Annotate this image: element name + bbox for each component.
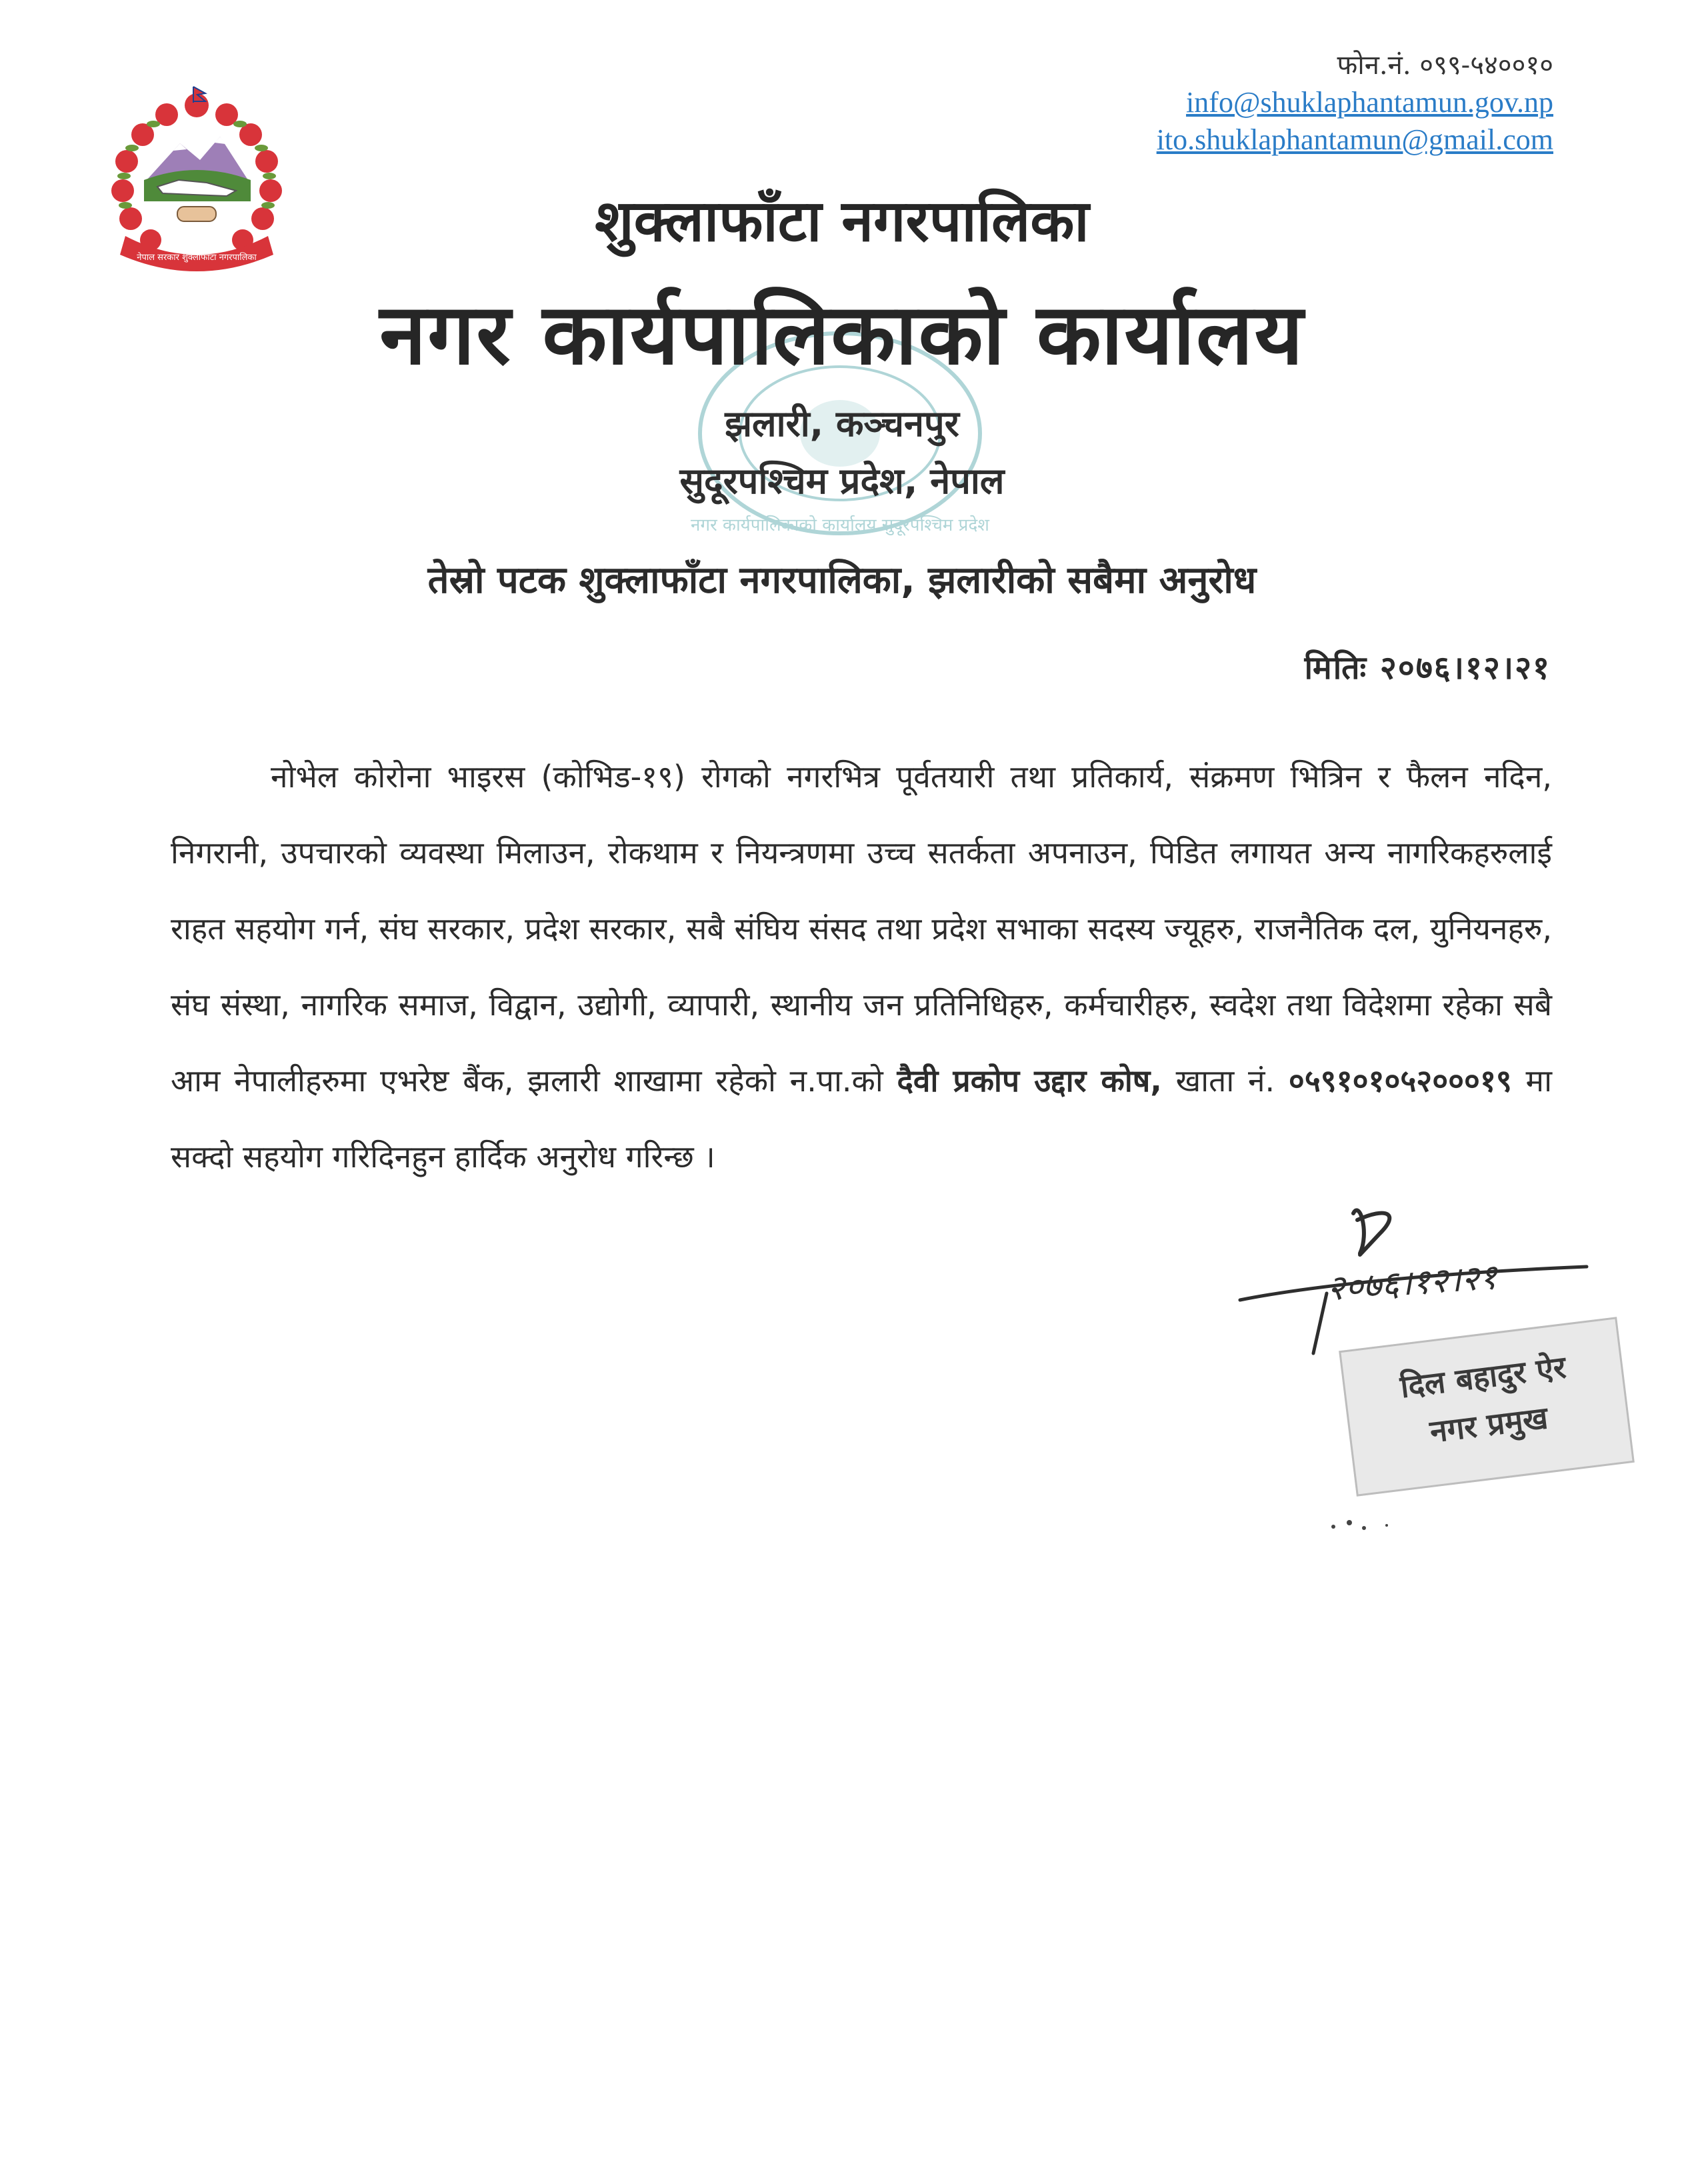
mayor-title: नगर प्रमुख <box>1427 1399 1550 1450</box>
office-title: नगर कार्यपालिकाको कार्यालय <box>379 285 1305 383</box>
body-part-3: मा सक्दो सहयोग गरिदिनहुन हार्दिक अनुरोध गरिन्छ । <box>171 1063 1552 1175</box>
body-part-1: नोभेल कोरोना भाइरस (कोभिड-१९) रोगको नगरभित्र पूर्वतयारी तथा प्रतिकार्य, संक्रमण भित्रिन र फैलन नदिन, निगरानी, उपचारको व्यवस्था मिलाउन, रोकथाम र नियन्त्रणमा उच्च सतर्कता अपनाउन, पिडित लगायत अन्य नागरिकहरुलाई राहत सहयोग गर्न, संघ सरकार, प्रदेश सरकार, सबै संघिय संसद तथा प्रदेश सभाका सदस्य ज्यूहरु, राजनैतिक दल, युनियनहरु, संघ संस्था, नागरिक समाज, विद्वान, उद्योगी, व्यापारी, स्थानीय जन प्रतिनिधिहरु, कर्मचारीहरु, स्वदेश तथा विदेशमा रहेका सबै आम नेपालीहरुमा एभरेष्ट बैंक, झलारी शाखामा रहेको न.पा.को <box>171 759 1552 1099</box>
address-line-1: झलारी, कञ्चनपुर <box>725 403 959 445</box>
body-part-2: खाता नं. <box>1161 1063 1289 1099</box>
contact-block <box>1157 47 1553 159</box>
letter-subject: तेस्रो पटक शुक्लाफाँटा नगरपालिका, झलारीको सबैमा अनुरोध <box>427 559 1257 602</box>
phone-number: फोन.नं. ०९९-५४००१० <box>1337 50 1553 81</box>
mayor-name: दिल बहादुर ऐर <box>1398 1349 1568 1405</box>
letter-body <box>171 739 1552 1195</box>
ink-specks <box>1327 1513 1407 1540</box>
email-link-info[interactable]: info@shuklaphantamun.gov.np <box>1186 86 1553 119</box>
address-line-2: सुदूरपश्चिम प्रदेश, नेपाल <box>679 460 1005 502</box>
relief-fund-name: दैवी प्रकोप उद्दार कोष, <box>897 1063 1162 1099</box>
email-link-ito[interactable]: ito.shuklaphantamun@gmail.com <box>1156 123 1553 156</box>
emblem-banner-text: नेपाल सरकार शुक्लाफाँटा नगरपालिका <box>137 253 257 263</box>
municipality-name: शुक्लाफाँटा नगरपालिका <box>595 188 1089 255</box>
letter-date: मितिः २०७६।१२।२१ <box>1304 649 1551 687</box>
signature-date: २०७६।१२।२१ <box>1325 1257 1499 1309</box>
seal-text: नगर कार्यपालिकाको कार्यालय सुदूरपश्चिम प्रदेश <box>691 515 989 535</box>
account-number: ०५९१०१०५२०००१९ <box>1288 1063 1512 1099</box>
